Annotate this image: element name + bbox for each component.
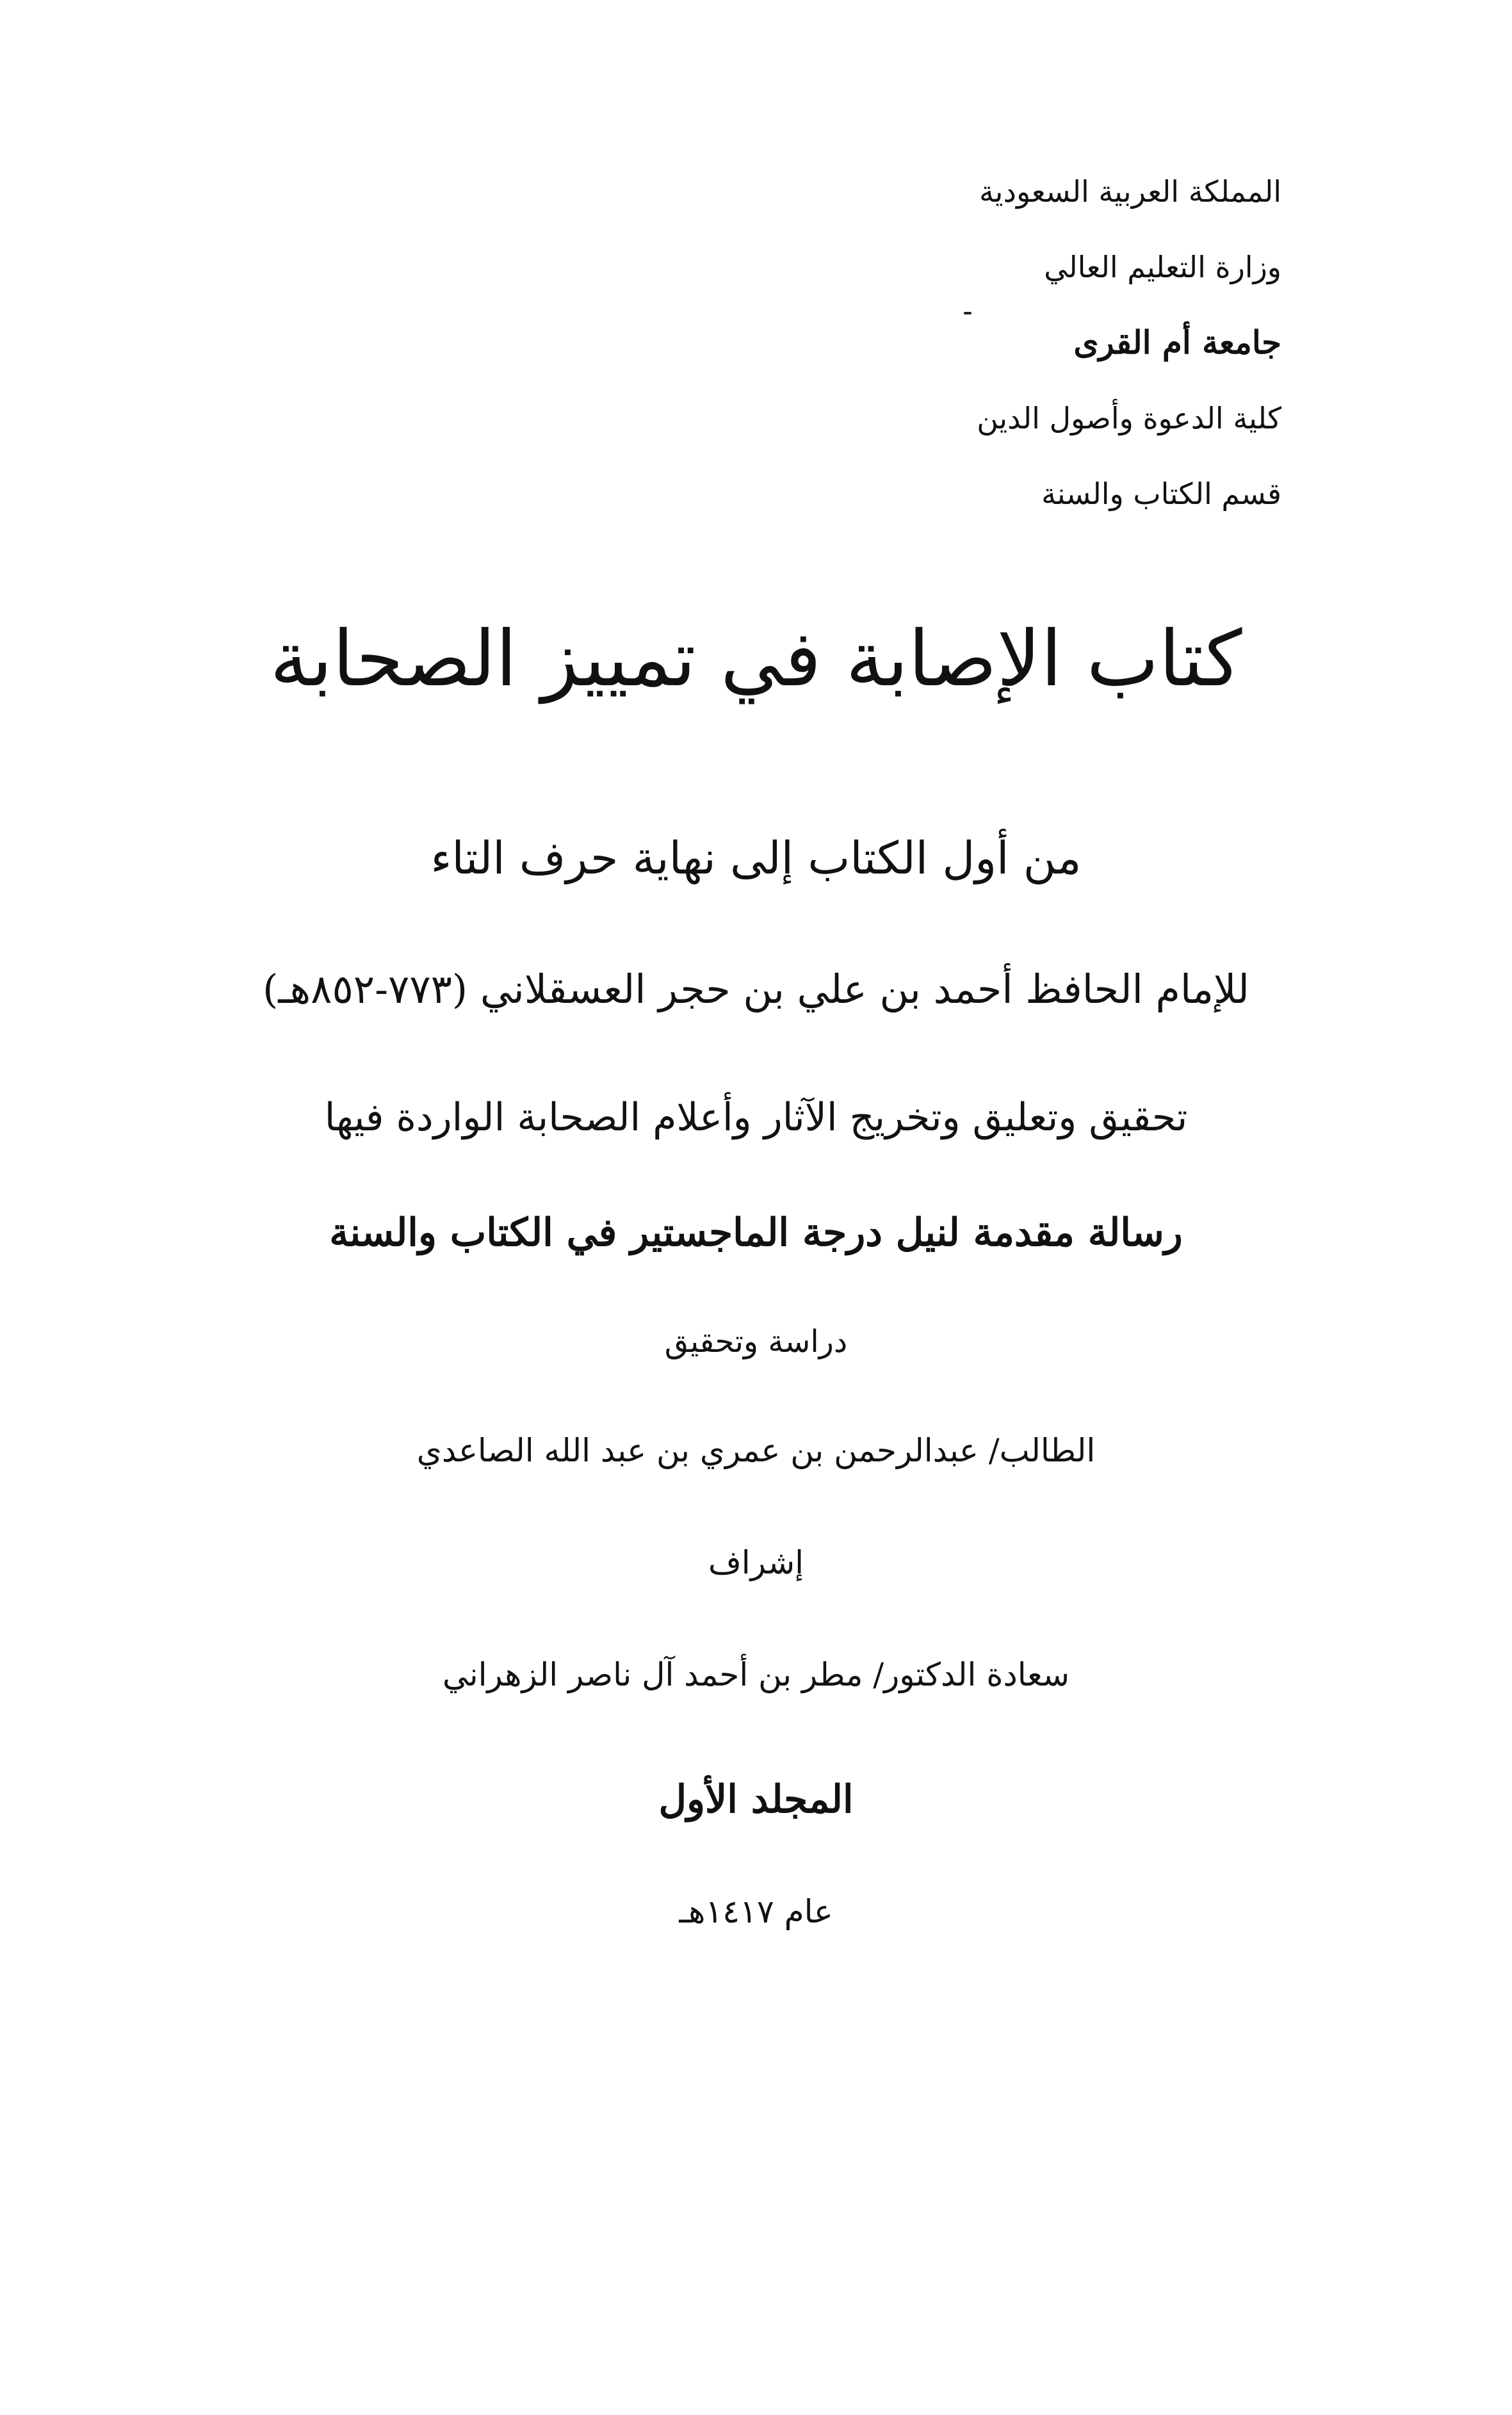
- student-name: الطالب/ عبدالرحمن بن عمري بن عبد الله الصاعدي: [416, 1432, 1096, 1469]
- book-title: كتاب الإصابة في تمييز الصحابة: [270, 615, 1242, 704]
- year-label: عام ١٤١٧هـ: [679, 1893, 833, 1930]
- study-label: دراسة وتحقيق: [664, 1324, 848, 1360]
- header-ministry: وزارة التعليم العالي: [1044, 250, 1281, 284]
- book-subtitle: من أول الكتاب إلى نهاية حرف التاء: [430, 832, 1082, 884]
- supervisor-name: سعادة الدكتور/ مطر بن أحمد آل ناصر الزهراني: [443, 1656, 1069, 1693]
- header-country: المملكة العربية السعودية: [979, 174, 1281, 209]
- header-department: قسم الكتاب والسنة: [1041, 476, 1281, 511]
- thesis-statement: رسالة مقدمة لنيل درجة الماجستير في الكتاب والسنة: [329, 1210, 1183, 1255]
- editing-description: تحقيق وتعليق وتخريج الآثار وأعلام الصحابة الواردة فيها: [324, 1095, 1188, 1140]
- scan-speck: [964, 312, 971, 314]
- header-university: جامعة أم القرى: [1073, 323, 1281, 361]
- header-college: كلية الدعوة وأصول الدين: [977, 401, 1281, 435]
- supervision-label: إشراف: [708, 1544, 804, 1581]
- author-line: للإمام الحافظ أحمد بن علي بن حجر العسقلاني (٧٧٣-٨٥٢هـ): [263, 966, 1249, 1012]
- institution-header: [705, 154, 1281, 532]
- volume-label: المجلد الأول: [658, 1777, 854, 1822]
